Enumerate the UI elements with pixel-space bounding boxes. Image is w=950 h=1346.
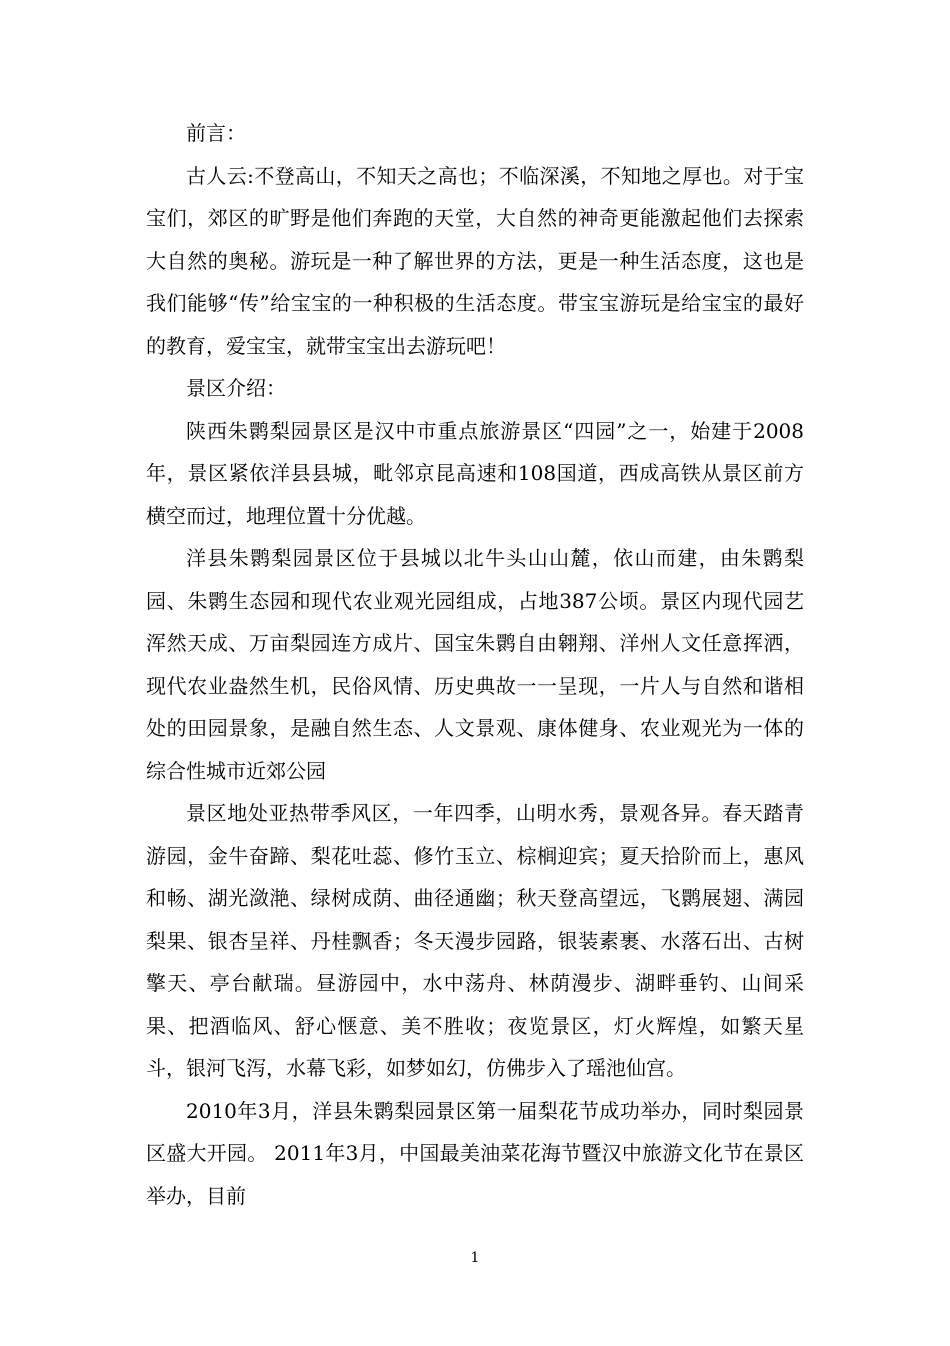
intro-paragraph-seasons: 景区地处亚热带季风区，一年四季，山明水秀，景观各异。春天踏青游园，金牛奋蹄、梨花吐蕊、修竹玉立、棕榈迎宾；夏天拾阶而上，惠风和畅、湖光潋滟、绿树成荫、曲径通幽；秋天登高望远，飞鹮展翅、满园梨果、银杏呈祥、丹桂飘香；冬天漫步园路，银装素裹、水落石出、古树擎天、亭台献瑞。昼游园中，水中荡舟、林荫漫步、湖畔垂钓、山间采果、把酒临风、舒心惬意、美不胜收；夜览景区，灯火辉煌，如繁天星斗，银河飞泻，水幕飞彩，如梦如幻，仿佛步入了瑶池仙宫。: [146, 801, 804, 1080]
document-body: [146, 112, 804, 1217]
intro-paragraph-history: 2010年3月，洋县朱鹮梨园景区第一届梨花节成功举办，同时梨园景区盛大开园。 2011年3月，中国最美油菜花海节暨汉中旅游文化节在景区举办，目前: [146, 1098, 804, 1208]
preface-paragraph: 古人云:不登高山，不知天之高也；不临深溪，不知地之厚也。对于宝宝们，郊区的旷野是他们奔跑的天堂，大自然的神奇更能激起他们去探索大自然的奥秘。游玩是一种了解世界的方法，更是一种生活态度，这也是我们能够“传”给宝宝的一种积极的生活态度。带宝宝游玩是给宝宝的最好的教育，爱宝宝，就带宝宝出去游玩吧！: [146, 163, 804, 358]
preface-heading: 前言：: [186, 121, 246, 145]
page-number: 1: [470, 1250, 480, 1266]
intro-heading: 景区介绍：: [186, 376, 286, 400]
intro-paragraph-location: 陕西朱鹮梨园景区是汉中市重点旅游景区“四园”之一，始建于2008年，景区紧依洋县县城，毗邻京昆高速和108国道，西成高铁从景区前方横空而过，地理位置十分优越。: [146, 418, 804, 528]
intro-paragraph-overview: 洋县朱鹮梨园景区位于县城以北牛头山山麓，依山而建，由朱鹮梨园、朱鹮生态园和现代农业观光园组成，占地387公顷。景区内现代园艺浑然天成、万亩梨园连方成片、国宝朱鹮自由翱翔、洋州人文任意挥洒，现代农业盎然生机，民俗风情、历史典故一一呈现，一片人与自然和谐相处的田园景象，是融自然生态、人文景观、康体健身、农业观光为一体的综合性城市近郊公园: [146, 546, 804, 783]
